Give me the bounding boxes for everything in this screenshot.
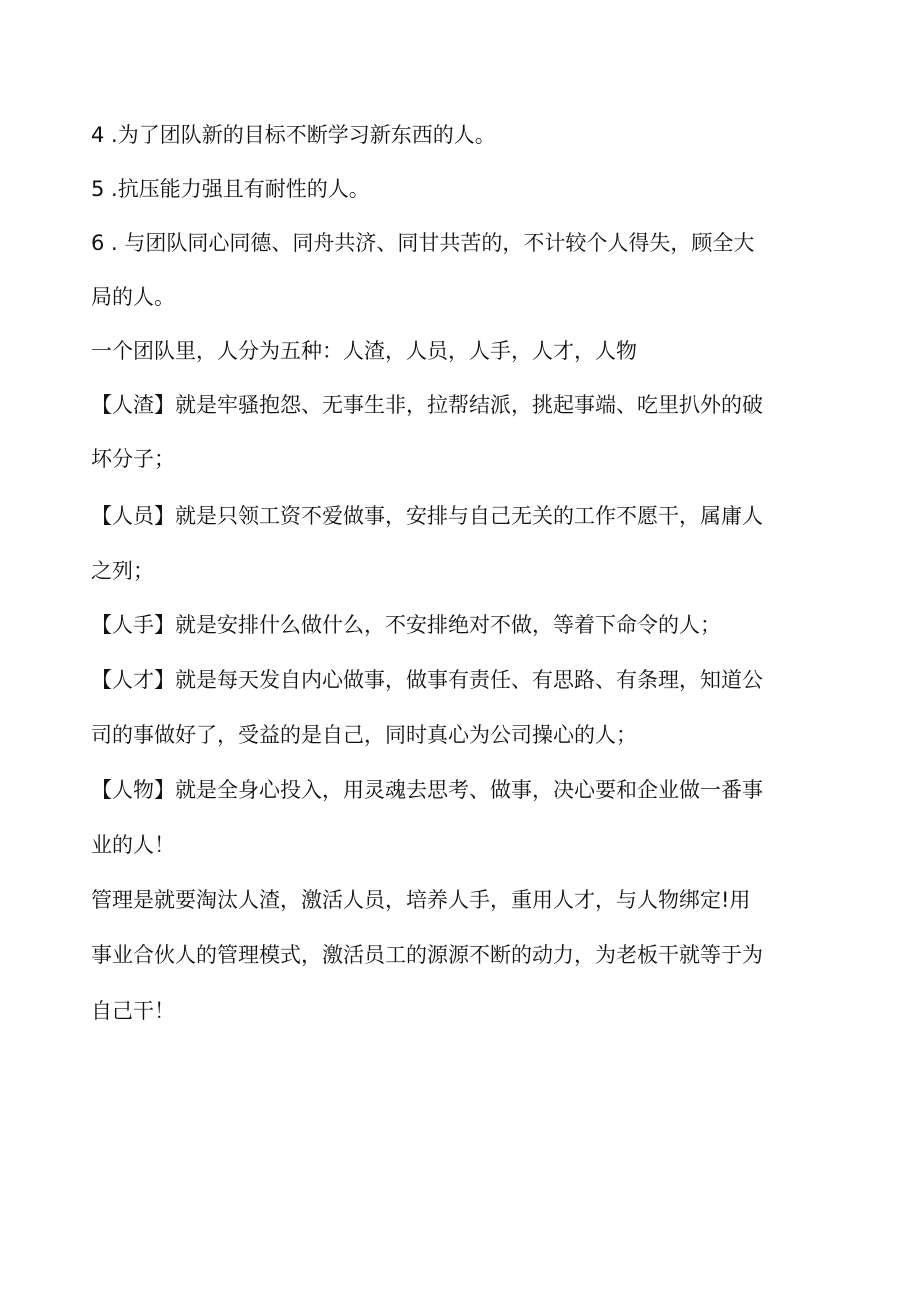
text-line-11: 【人才】就是每天发自内心做事，做事有责任、有思路、有条理，知道公 bbox=[91, 668, 763, 692]
text-line-4: 局的人。 bbox=[91, 285, 175, 309]
text-line-5: 一个团队里，人分为五种：人渣，人员，人手，人才，人物 bbox=[91, 339, 637, 363]
text-line-8: 【人员】就是只领工资不爱做事，安排与自己无关的工作不愿干，属庸人 bbox=[91, 504, 763, 528]
text-line-14: 业的人！ bbox=[91, 833, 175, 857]
text-line-2: 5 .抗压能力强且有耐性的人。 bbox=[91, 177, 370, 201]
text-line-9: 之列； bbox=[91, 559, 154, 583]
text-line-17: 自己干！ bbox=[91, 999, 175, 1023]
text-line-3: 6 . 与团队同心同德、同舟共济、同甘共苦的，不计较个人得失，顾全大 bbox=[91, 231, 755, 255]
text-line-1: 4 .为了团队新的目标不断学习新东西的人。 bbox=[91, 123, 496, 147]
text-line-7: 坏分子； bbox=[91, 447, 175, 471]
text-line-12: 司的事做好了，受益的是自己，同时真心为公司操心的人； bbox=[91, 723, 637, 747]
text-line-10: 【人手】就是安排什么做什么，不安排绝对不做，等着下命令的人； bbox=[91, 613, 721, 637]
text-line-13: 【人物】就是全身心投入，用灵魂去思考、做事，决心要和企业做一番事 bbox=[91, 778, 763, 802]
text-line-15: 管理是就要淘汰人渣，激活人员，培养人手，重用人才，与人物绑定!用 bbox=[91, 888, 751, 912]
text-line-16: 事业合伙人的管理模式，激活员工的源源不断的动力，为老板干就等于为 bbox=[91, 943, 763, 967]
text-line-6: 【人渣】就是牢骚抱怨、无事生非，拉帮结派，挑起事端、吃里扒外的破 bbox=[91, 393, 763, 417]
